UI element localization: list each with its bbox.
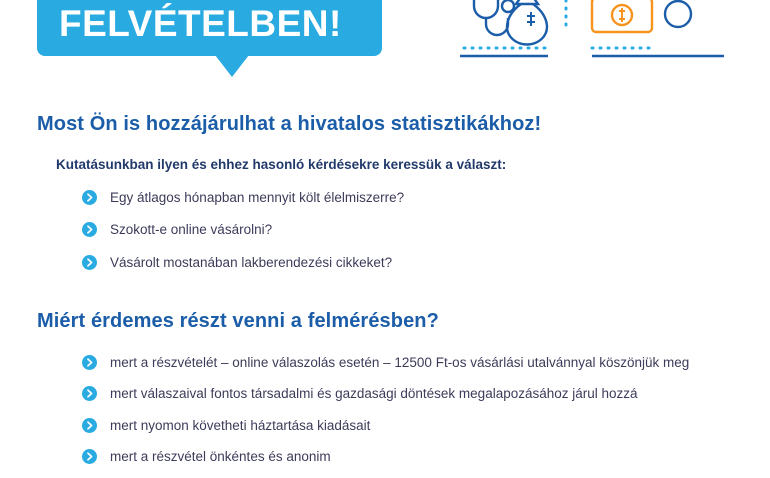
banner-box (37, 0, 382, 56)
chevron-right-circle-icon (82, 190, 97, 205)
list-item-label: Vásárolt mostanában lakberendezési cikkeket? (110, 254, 393, 270)
banknote-dollar-icon (592, 0, 652, 32)
bullet-list-2 (82, 353, 722, 478)
chevron-right-circle-icon (82, 355, 97, 370)
list-item-label: mert válaszaival fontos társadalmi és gazdasági döntések megalapozásához járul hozzá (110, 386, 638, 402)
section-subheading-1: Kutatásunkban ilyen és ehhez hasonló kérdésekre keressük a választ: (56, 157, 507, 172)
list-item-label: Szokott-e online vásárolni? (110, 222, 273, 238)
list-item (82, 384, 722, 404)
banner-title: FELVÉTELBEN! (59, 2, 342, 44)
list-item-label: mert nyomon követheti háztartása kiadásait (110, 417, 371, 433)
chevron-right-circle-icon (82, 418, 97, 433)
circle-icon (665, 1, 691, 27)
list-item-label: Egy átlagos hónapban mennyit költ élelmiszerre? (110, 190, 405, 205)
section-heading-2: Miért érdemes részt venni a felmérésben? (37, 310, 439, 332)
list-item (82, 253, 722, 273)
list-item (82, 416, 722, 436)
chevron-right-circle-icon (82, 386, 97, 401)
list-item (82, 188, 722, 208)
list-item (82, 220, 722, 240)
chevron-right-circle-icon (82, 449, 97, 464)
list-item (82, 353, 722, 373)
list-item (82, 447, 722, 467)
list-item-label: mert a részvétel önkéntes és anonim (110, 448, 331, 464)
illustration-icon-strip (452, 0, 734, 64)
list-item-label: mert a részvételét – online válaszolás esetén – 12500 Ft-os vásárlási utalvánnyal köszönjük meg (110, 355, 690, 370)
chevron-right-circle-icon (82, 222, 97, 237)
bullet-list-1 (82, 188, 722, 285)
banner (37, 0, 382, 56)
chevron-right-circle-icon (82, 255, 97, 270)
section-heading-1: Most Ön is hozzájárulhat a hivatalos statisztikákhoz! (37, 113, 542, 135)
banner-pointer (215, 55, 249, 77)
